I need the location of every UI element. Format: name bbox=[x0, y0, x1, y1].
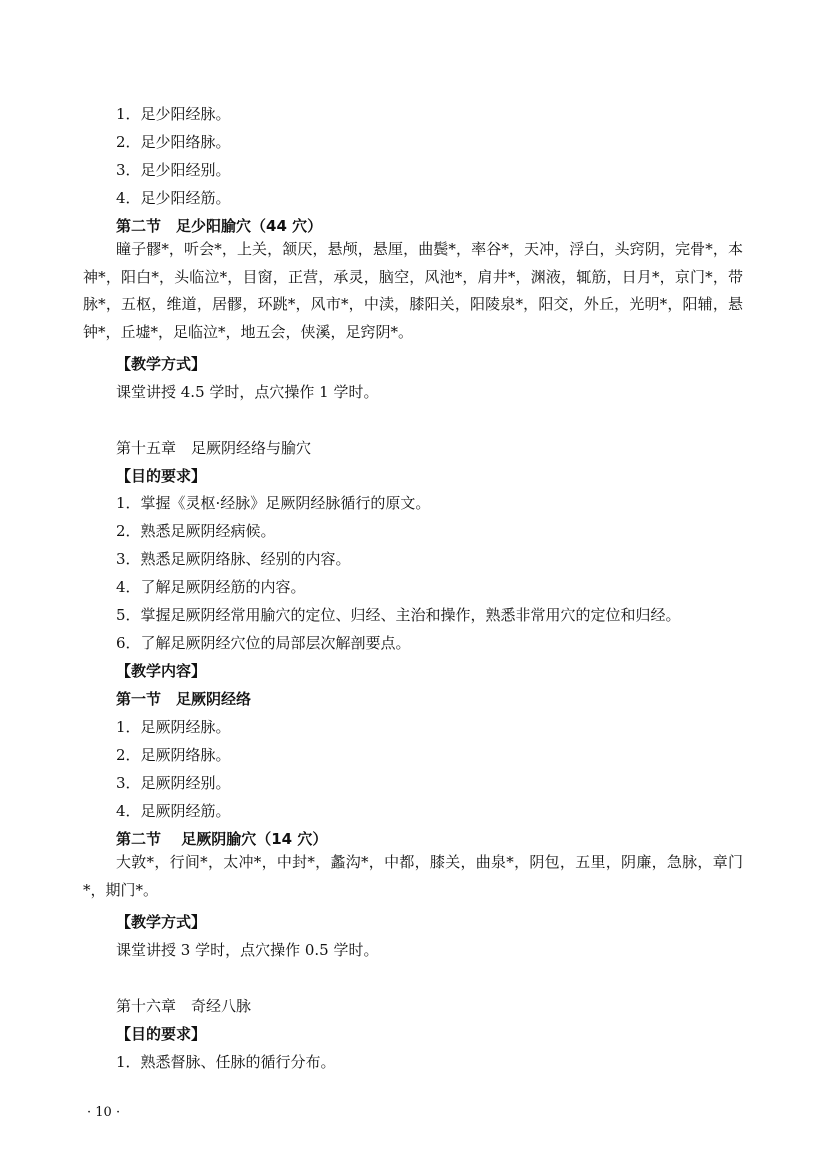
section-heading: 第一节 足厥阴经络 bbox=[116, 690, 252, 708]
acupoint-list-paragraph: 大敦*，行间*，太冲*，中封*，蠡沟*，中都，膝关，曲泉*，阴包，五里，阴廉，急脉，章门*，期门*。 bbox=[83, 853, 743, 899]
list-item: 2．足厥阴络脉。 bbox=[116, 746, 231, 764]
list-item: 3．足厥阴经别。 bbox=[116, 774, 231, 792]
content-heading: 【教学内容】 bbox=[116, 662, 207, 680]
list-item: 3．足少阳经别。 bbox=[116, 161, 231, 179]
list-item: 1．足厥阴经脉。 bbox=[116, 718, 231, 736]
list-item: 2．熟悉足厥阴经病候。 bbox=[116, 522, 276, 540]
teaching-method-text: 课堂讲授 4.5 学时，点穴操作 1 学时。 bbox=[116, 383, 379, 401]
list-item: 6．了解足厥阴经穴位的局部层次解剖要点。 bbox=[116, 634, 411, 652]
list-item: 1．掌握《灵枢·经脉》足厥阴经脉循行的原文。 bbox=[116, 494, 431, 512]
list-item: 3．熟悉足厥阴络脉、经别的内容。 bbox=[116, 550, 351, 568]
list-item: 4．了解足厥阴经筋的内容。 bbox=[116, 578, 306, 596]
teaching-method-heading: 【教学方式】 bbox=[116, 355, 207, 373]
list-item: 4．足厥阴经筋。 bbox=[116, 802, 231, 820]
list-item: 5．掌握足厥阴经常用腧穴的定位、归经、主治和操作，熟悉非常用穴的定位和归经。 bbox=[116, 606, 681, 624]
list-item: 1．足少阳经脉。 bbox=[116, 105, 231, 123]
section-heading: 第二节 足厥阴腧穴（14 穴） bbox=[116, 830, 328, 848]
teaching-method-heading: 【教学方式】 bbox=[116, 913, 207, 931]
list-item: 2．足少阳络脉。 bbox=[116, 133, 231, 151]
acupoint-list-paragraph: 瞳子髎*，听会*，上关，颔厌，悬颅，悬厘，曲鬓*，率谷*，天冲，浮白，头窍阴，完骨*，本神*，阳白*，头临泣*，目窗，正营，承灵，脑空，风池*，肩井*，渊液，辄筋，日月*，京门*，带脉*，五枢，维道，居髎，环跳*，风市*，中渎，膝阳关，阳陵泉*，阳交，外丘，光明*，阳辅，悬钟*，丘墟*，足临泣*，地五会，侠溪，足窍阴*。 bbox=[83, 240, 743, 341]
objectives-heading: 【目的要求】 bbox=[116, 467, 207, 485]
chapter-title: 第十五章 足厥阴经络与腧穴 bbox=[116, 439, 312, 457]
chapter-title: 第十六章 奇经八脉 bbox=[116, 997, 252, 1015]
section-heading: 第二节 足少阳腧穴（44 穴） bbox=[116, 217, 323, 235]
list-item: 4．足少阳经筋。 bbox=[116, 189, 231, 207]
page-number: · 10 · bbox=[87, 1105, 121, 1120]
list-item: 1．熟悉督脉、任脉的循行分布。 bbox=[116, 1053, 336, 1071]
objectives-heading: 【目的要求】 bbox=[116, 1025, 207, 1043]
teaching-method-text: 课堂讲授 3 学时，点穴操作 0.5 学时。 bbox=[116, 941, 379, 959]
